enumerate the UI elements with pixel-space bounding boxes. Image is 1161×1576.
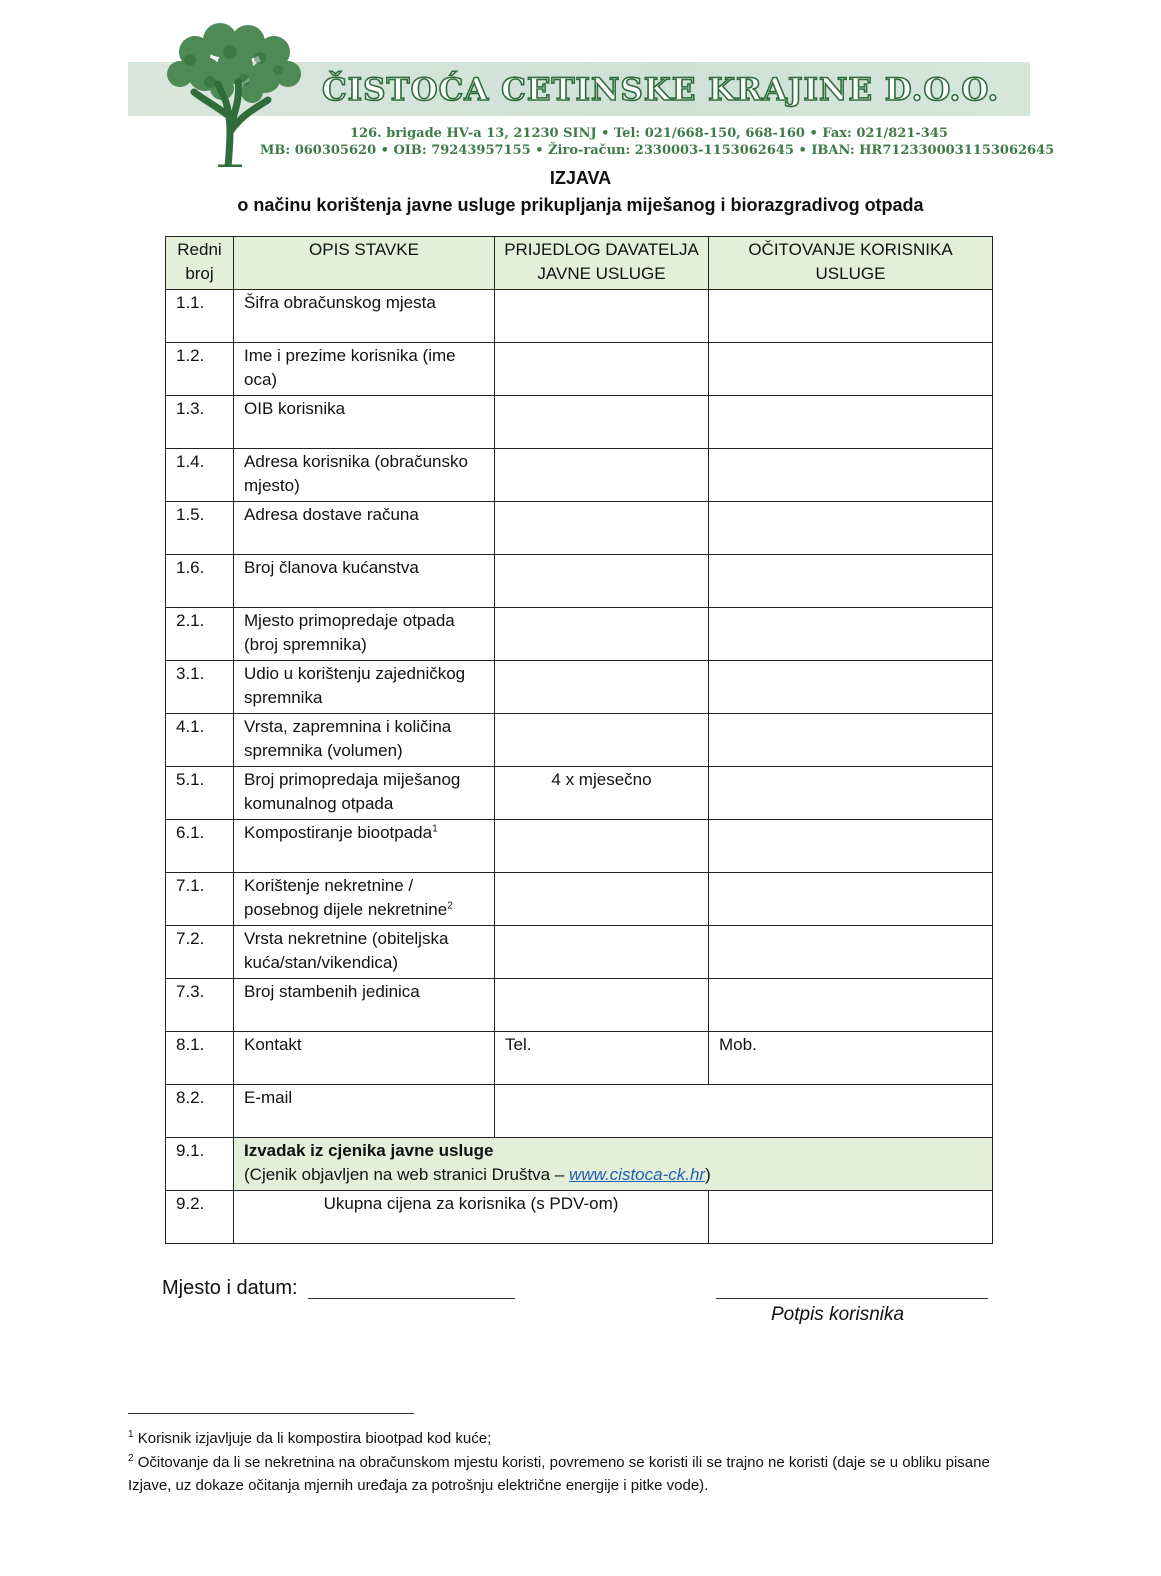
row-number: 9.2. xyxy=(166,1191,234,1244)
statement-table xyxy=(165,236,993,1244)
provider-proposal-cell[interactable] xyxy=(495,396,709,449)
provider-proposal-cell[interactable] xyxy=(495,820,709,873)
table-row xyxy=(166,661,993,714)
row-description: Udio u korištenju zajedničkog spremnika xyxy=(234,661,495,714)
user-response-cell[interactable] xyxy=(709,767,993,820)
footnote-reference: 1 xyxy=(432,823,438,835)
provider-proposal-cell[interactable] xyxy=(495,290,709,343)
row-number: 2.1. xyxy=(166,608,234,661)
row-number: 1.4. xyxy=(166,449,234,502)
user-response-cell[interactable] xyxy=(709,502,993,555)
table-row xyxy=(166,979,993,1032)
header-provider-proposal: PRIJEDLOG DAVATELJA JAVNE USLUGE xyxy=(495,237,709,290)
row-description-text: Korištenje nekretnine / posebnog dijele nekretnine xyxy=(244,876,448,919)
email-field[interactable] xyxy=(495,1085,993,1138)
footnote-mark: 2 xyxy=(128,1453,134,1464)
footnote-text: Očitovanje da li se nekretnina na obračunskom mjestu koristi, povremeno se koristi ili se trajno ne koristi (daje se u obliku pisane Izjave, uz dokaze očitanja mjernih uređaja za potrošnju električne energije i pitke vode). xyxy=(128,1454,990,1494)
row-number: 7.1. xyxy=(166,873,234,926)
user-response-cell[interactable] xyxy=(709,820,993,873)
table-row xyxy=(166,926,993,979)
footnote-reference: 2 xyxy=(447,900,453,912)
header-user-response: OČITOVANJE KORISNIKA USLUGE xyxy=(709,237,993,290)
row-description: Broj stambenih jedinica xyxy=(234,979,495,1032)
total-price-field[interactable] xyxy=(709,1191,993,1244)
row-number: 4.1. xyxy=(166,714,234,767)
user-response-cell[interactable] xyxy=(709,343,993,396)
table-row xyxy=(166,873,993,926)
row-description: OIB korisnika xyxy=(234,396,495,449)
provider-proposal-cell[interactable]: Tel. xyxy=(495,1032,709,1085)
row-description: Kontakt xyxy=(234,1032,495,1085)
provider-proposal-cell[interactable] xyxy=(495,714,709,767)
footnote-2 xyxy=(128,1451,1033,1497)
website-link[interactable]: www.cistoca-ck.hr xyxy=(569,1165,706,1184)
table-row xyxy=(166,449,993,502)
header-no: Redni broj xyxy=(166,237,234,290)
row-description: Vrsta nekretnine (obiteljska kuća/stan/vikendica) xyxy=(234,926,495,979)
table-row xyxy=(166,1138,993,1191)
row-number: 1.5. xyxy=(166,502,234,555)
table-row xyxy=(166,555,993,608)
table-row xyxy=(166,820,993,873)
price-list-note: (Cjenik objavljen na web stranici Društva – xyxy=(244,1165,570,1184)
user-response-cell[interactable] xyxy=(709,873,993,926)
row-number: 3.1. xyxy=(166,661,234,714)
row-number: 9.1. xyxy=(166,1138,234,1191)
row-description xyxy=(234,873,495,926)
row-number: 1.2. xyxy=(166,343,234,396)
user-response-cell[interactable] xyxy=(709,608,993,661)
provider-proposal-cell[interactable] xyxy=(495,608,709,661)
signature-label: Potpis korisnika xyxy=(771,1304,905,1325)
footnote-divider xyxy=(128,1413,414,1414)
provider-proposal-cell[interactable] xyxy=(495,555,709,608)
row-number: 8.2. xyxy=(166,1085,234,1138)
place-date-line[interactable] xyxy=(308,1298,515,1299)
provider-proposal-cell[interactable] xyxy=(495,661,709,714)
row-number: 1.1. xyxy=(166,290,234,343)
row-description: Ime i prezime korisnika (ime oca) xyxy=(234,343,495,396)
row-description xyxy=(234,820,495,873)
provider-proposal-cell[interactable] xyxy=(495,926,709,979)
table-row xyxy=(166,1085,993,1138)
table-row xyxy=(166,290,993,343)
footnote-1 xyxy=(128,1427,1033,1450)
row-description: Broj primopredaja miješanog komunalnog otpada xyxy=(234,767,495,820)
user-response-cell[interactable] xyxy=(709,449,993,502)
row-number: 5.1. xyxy=(166,767,234,820)
user-response-cell[interactable] xyxy=(709,714,993,767)
price-list-heading: Izvadak iz cjenika javne usluge xyxy=(244,1141,494,1160)
signature-line[interactable] xyxy=(716,1298,988,1299)
table-row xyxy=(166,343,993,396)
company-name: ČISTOĆA CETINSKE KRAJINE D.O.O. xyxy=(322,72,1000,108)
user-response-cell[interactable] xyxy=(709,661,993,714)
provider-proposal-cell[interactable] xyxy=(495,979,709,1032)
provider-proposal-cell[interactable] xyxy=(495,502,709,555)
document-subtitle: o načinu korištenja javne usluge prikupljanja miješanog i biorazgradivog otpada xyxy=(237,195,924,215)
price-list-excerpt xyxy=(234,1138,993,1191)
row-description: Broj članova kućanstva xyxy=(234,555,495,608)
table-row xyxy=(166,396,993,449)
row-description: Adresa dostave računa xyxy=(234,502,495,555)
table-row xyxy=(166,608,993,661)
row-number: 6.1. xyxy=(166,820,234,873)
table-row xyxy=(166,502,993,555)
total-price-label: Ukupna cijena za korisnika (s PDV-om) xyxy=(234,1191,709,1244)
footnote-mark: 1 xyxy=(128,1429,134,1440)
row-number: 1.6. xyxy=(166,555,234,608)
row-description: Mjesto primopredaje otpada (broj spremnika) xyxy=(234,608,495,661)
row-description: Šifra obračunskog mjesta xyxy=(234,290,495,343)
user-response-cell[interactable] xyxy=(709,555,993,608)
row-description: E-mail xyxy=(234,1085,495,1138)
row-description: Adresa korisnika (obračunsko mjesto) xyxy=(234,449,495,502)
row-number: 1.3. xyxy=(166,396,234,449)
row-description-text: Kompostiranje biootpada xyxy=(244,823,433,842)
header-description: OPIS STAVKE xyxy=(234,237,495,290)
user-response-cell[interactable] xyxy=(709,979,993,1032)
user-response-cell[interactable] xyxy=(709,290,993,343)
place-date-label: Mjesto i datum: xyxy=(162,1277,298,1299)
provider-proposal-cell[interactable] xyxy=(495,449,709,502)
user-response-cell[interactable] xyxy=(709,396,993,449)
provider-proposal-cell[interactable] xyxy=(495,343,709,396)
user-response-cell[interactable] xyxy=(709,926,993,979)
user-response-cell[interactable]: Mob. xyxy=(709,1032,993,1085)
document-title: IZJAVA xyxy=(549,168,612,188)
table-row xyxy=(166,1032,993,1085)
row-number: 7.2. xyxy=(166,926,234,979)
row-description: Vrsta, zapremnina i količina spremnika (volumen) xyxy=(234,714,495,767)
table-row xyxy=(166,714,993,767)
provider-proposal-cell[interactable] xyxy=(495,873,709,926)
table-row xyxy=(166,767,993,820)
company-address: 126. brigade HV-a 13, 21230 SINJ • Tel: 021/668-150, 668-160 • Fax: 021/821-345 xyxy=(350,126,948,141)
row-number: 7.3. xyxy=(166,979,234,1032)
price-list-note-end: ) xyxy=(705,1165,711,1184)
company-ids: MB: 060305620 • OIB: 79243957155 • Žiro-račun: 2330003-1153062645 • IBAN: HR7123300031153062645 xyxy=(260,143,1055,158)
provider-proposal-cell[interactable]: 4 x mjesečno xyxy=(495,767,709,820)
table-row xyxy=(166,1191,993,1244)
row-number: 8.1. xyxy=(166,1032,234,1085)
footnote-text: Korisnik izjavljuje da li kompostira biootpad kod kuće; xyxy=(137,1430,492,1447)
table-header-row xyxy=(166,237,993,290)
